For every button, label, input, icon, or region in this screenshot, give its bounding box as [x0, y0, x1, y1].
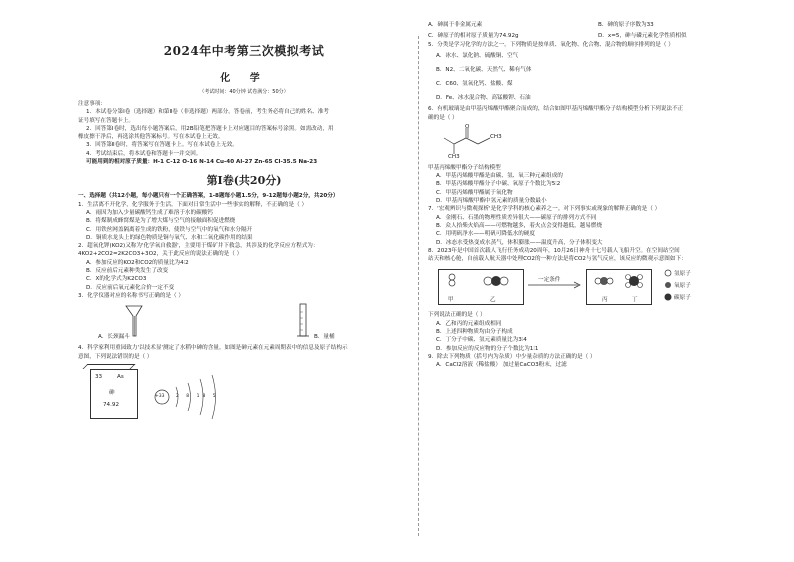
label-jia: 甲	[448, 297, 454, 304]
question-7: 7．'宏观辨识与微观探析'是化学学科的核心素养之一。对下列事实或现象的解释正确的是（ ）	[428, 206, 661, 213]
question-3: 3．化学仪器对应的名称书写正确的是（ ）	[78, 292, 185, 299]
question-2-equation: 4KO2+2CO2=2K2CO3+3O2，关于此反应的说法正确的是（ ）	[78, 251, 243, 258]
option: D．Fe、冰水混合物、高锰酸钾、石油	[436, 95, 531, 102]
notice-line: 2．回答第Ⅰ卷时，选出每小题答案后，用2B铅笔把答题卡上对应题目的答案标号涂黑。如需改动，用	[86, 125, 334, 132]
molecule-figure	[428, 124, 758, 162]
question-9: 9．除去下列物质（括号内为杂质）中少量杂质的方法正确的是（ ）	[428, 353, 596, 360]
products-box	[586, 269, 652, 305]
option: D．参加反应的反应物的分子个数比为1∶1	[436, 345, 539, 352]
option-b-label: B．量桶	[314, 334, 335, 341]
notice-line: 3．回答第Ⅱ卷时，将答案写在答题卡上。写在本试卷上无效。	[86, 142, 238, 149]
methyl-label: CH3	[448, 153, 460, 160]
option: B．反应前后元素种类发生了改变	[86, 268, 169, 275]
option: B．N2、二氧化碳、天然气、稀有气体	[436, 67, 532, 74]
notice-line: 4．考试结束后，将本试卷和答题卡一并交回。	[86, 150, 202, 157]
right-column	[428, 20, 758, 370]
question-1: 1．生活离不开化学，化学服务于生活。下面对日常生活中一些事实的解释，不正确的是（ ）	[78, 201, 308, 208]
reaction-condition: 一定条件	[538, 277, 561, 284]
option: A．冰水、氯化钠、硫酸铜、空气	[436, 53, 519, 60]
element-symbol: As	[117, 373, 124, 380]
q4-options-row2	[428, 29, 758, 41]
periodic-table-cell	[90, 369, 138, 419]
option: A．雨因为加入少量碳酸钙生成了难溶于水的碳酸钙	[86, 209, 213, 216]
atom-structure-diagram	[150, 363, 290, 425]
notice-line: 1．本试卷分第Ⅰ卷（选择题）和第Ⅱ卷（非选择题）两部分。答卷前，考生务必将自己的姓名、准考	[86, 109, 329, 116]
option: B．将煤制成蜂窝煤是为了增大煤与空气的接触面积促进燃烧	[86, 218, 236, 225]
oxygen-label: O	[465, 123, 470, 130]
legend-hydrogen: 氢原子	[674, 271, 691, 278]
element-figure	[78, 363, 410, 425]
figure-caption: 甲基丙烯酸甲酯分子结构模型	[428, 164, 501, 171]
question-5: 5．分类是学习化学的方法之一。下列物质是按单质、氧化物、化合物、混合物的顺序排列的是（ ）	[428, 42, 674, 48]
atomic-number: 33	[95, 373, 103, 380]
option: A．金刚石、石墨的物理性质差异很大——碳原子的排列方式不同	[436, 214, 597, 221]
option-a-label: A．长颈漏斗	[98, 334, 130, 341]
exam-title: 2024年中考第三次模拟考试	[163, 44, 325, 58]
cylinder-image	[297, 304, 309, 336]
time-note: （考试时间：40分钟 试卷满分：50分）	[199, 89, 289, 95]
question-2: 2．超氧化钾(KO2)又称为'化学氧自救器'，主要用于煤矿井下救急，其涉及的化学反应方程式为：	[78, 243, 319, 250]
option: B．砷的原子序数为33	[598, 22, 654, 28]
question-8-prompt: 下列说法正确的是（ ）	[428, 312, 486, 319]
option: B．上述四种物质均由分子构成	[436, 329, 513, 336]
option: D．铜质水龙头上的绿色物质是铜与氧气、水和二氧化碳作用的结果	[86, 234, 253, 241]
notice-line: 证号填写在答题卡上。	[78, 117, 134, 124]
nucleus-charge: +33	[155, 393, 165, 399]
exam-subject: 化 学	[220, 73, 268, 84]
legend-oxygen: 氧原子	[674, 283, 691, 290]
notice-line: 橡皮擦干净后，再选涂其他答案标号。写在本试卷上无效。	[78, 134, 224, 141]
option: C．丁分子中碳、氢元素质量比为3∶4	[436, 337, 527, 344]
atomic-mass-line: 可能用到的相对原子质量：H-1 C-12 O-16 N-14 Cu-40 Al-27 Zn-65 Cl-35.5 Na-23	[86, 159, 318, 166]
option: C．砷原子的相对原子质量为74.92g	[428, 33, 519, 39]
section-heading: 一、选择题（共12小题，每小题只有一个正确答案，1-8题每小题1.5分，9-12题每小题2分，共20分）	[78, 193, 339, 200]
option: B．众人拾柴火焰高——可燃物越多，着火点会变得越低，越易燃烧	[436, 222, 603, 229]
label-ding: 丁	[632, 297, 638, 304]
label-bing: 丙	[602, 297, 608, 304]
option: C．甲基丙烯酸甲酯属于氧化物	[436, 189, 513, 196]
atomic-mass: 74.92	[103, 401, 120, 408]
option: D．甲基丙烯酸甲酯中氢元素的质量分数最小	[436, 198, 547, 205]
notice-heading: 注意事项：	[78, 101, 106, 107]
option: D．冰态水受热变成水蒸气，体积膨胀——温度升高，分子体积变大	[436, 239, 603, 246]
option: A．CaCl2溶液（稀盐酸） 加过量CaCO3粉末，过滤	[436, 362, 567, 369]
option: D．反应前后氧元素化合价一定不变	[86, 284, 175, 291]
question-6: 6．有机玻璃是由甲基丙烯酸甲酯聚合而成的，结合如图甲基丙烯酸甲酯分子结构模型分析下列说法不正	[428, 106, 684, 113]
left-column	[78, 20, 410, 427]
option: C．用明矾净水——明矾可降低水的硬度	[436, 231, 535, 238]
element-name: 砷	[109, 389, 115, 396]
question-8: 8．2023年是中国首次载人飞行任务成功20周年，10月26日神舟十七号载人飞船升空。在空间站空间	[428, 247, 680, 254]
option: C．C60、氢氧化钙、盐酸、煤	[436, 81, 513, 88]
option: B．甲基丙烯酸甲酯分子中碳、氧原子个数比为5∶2	[436, 181, 561, 188]
option: A．甲基丙烯酸甲酯是由碳、氢、氧三种元素组成的	[436, 173, 563, 180]
option: D．x=5，砷与磷元素化学性质相似	[598, 33, 687, 39]
question-4: 4．科学家利用重园致力'以技术显'测定了水稻中砷的含量。如图是砷元素在元素周期表中的信息及原子结构示	[78, 345, 348, 352]
option: C．用铁丝网盖隔离着生成的铁粉，使铁与空气中的氧气和水分隔开	[86, 226, 253, 233]
part-title: 第Ⅰ卷(共20分)	[206, 174, 282, 188]
option: A．砷属于非金属元素	[428, 22, 483, 28]
methyl-label: CH3	[490, 133, 502, 140]
question-3-figure	[78, 302, 410, 342]
column-divider	[418, 36, 419, 536]
question-8: 站天和核心舱，自前载人航天器中处理CO2的一种方法是将CO2与氢气反应，该反应的微观示意图如下：	[428, 256, 687, 263]
option: A．参加反应的KO2和CO2的质量比为4∶2	[86, 259, 189, 266]
option: C．X的化学式为K2CO3	[86, 276, 147, 283]
electron-shells: 2 8 18 5	[176, 393, 219, 399]
option: A．乙和丙的元素组成相同	[436, 320, 502, 327]
legend-carbon: 碳原子	[674, 295, 691, 302]
label-yi: 乙	[490, 297, 496, 304]
reaction-diagram	[428, 265, 758, 309]
question-4: 意图，下列说法错误的是（ ）	[78, 353, 153, 360]
question-6: 确的是（ ）	[428, 114, 458, 121]
q4-options-row1	[428, 20, 758, 29]
